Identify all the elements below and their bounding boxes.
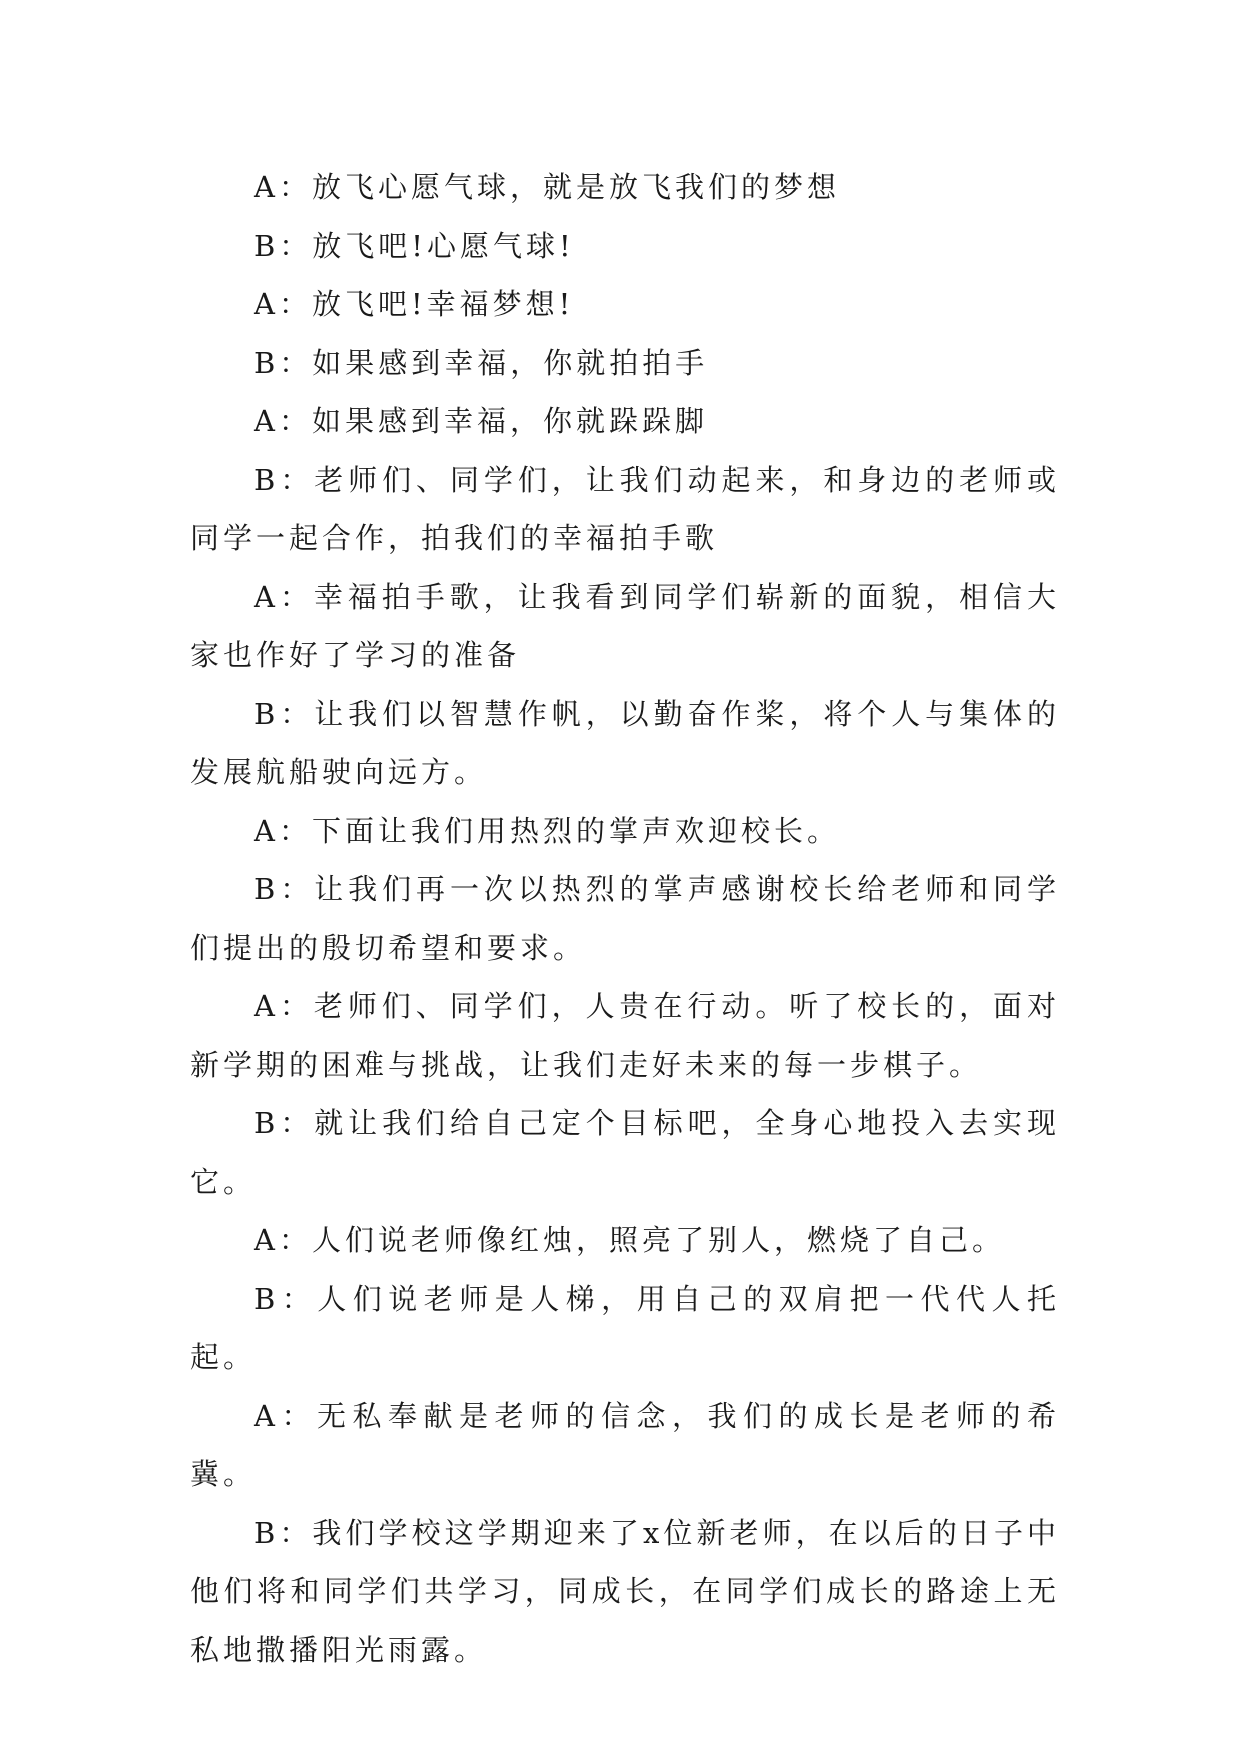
paragraph: B：就让我们给自己定个目标吧，全身心地投入去实现它。	[190, 1106, 1060, 1199]
paragraph: B：如果感到幸福，你就拍拍手	[254, 345, 709, 380]
paragraph: A：无私奉献是老师的信念，我们的成长是老师的希冀。	[190, 1398, 1060, 1491]
paragraph: A：放飞心愿气球，就是放飞我们的梦想	[254, 170, 840, 204]
paragraph: A：幸福拍手歌，让我看到同学们崭新的面貌，相信大家也作好了学习的准备	[190, 579, 1060, 672]
paragraph: A：如果感到幸福，你就跺跺脚	[254, 404, 708, 438]
paragraph: B：让我们以智慧作帆，以勤奋作桨，将个人与集体的发展航船驶向远方。	[190, 696, 1060, 789]
paragraph: B：让我们再一次以热烈的掌声感谢校长给老师和同学们提出的殷切希望和要求。	[190, 872, 1060, 965]
paragraph: B：我们学校这学期迎来了x位新老师，在以后的日子中他们将和同学们共学习，同成长，在同学们成长的路途上无私地撒播阳光雨露。	[190, 1515, 1060, 1667]
paragraph: A：老师们、同学们，人贵在行动。听了校长的，面对新学期的困难与挑战，让我们走好未来的每一步棋子。	[190, 989, 1060, 1082]
paragraph: A：放飞吧!幸福梦想!	[254, 287, 575, 321]
paragraph: B：人们说老师是人梯，用自己的双肩把一代代人托起。	[190, 1281, 1060, 1374]
paragraph: B：放飞吧!心愿气球!	[254, 228, 575, 263]
paragraph: B：老师们、同学们，让我们动起来，和身边的老师或同学一起合作，拍我们的幸福拍手歌	[190, 462, 1060, 555]
paragraph: A：下面让我们用热烈的掌声欢迎校长。	[254, 813, 840, 848]
document-body	[190, 158, 1060, 1679]
paragraph: A：人们说老师像红烛，照亮了别人，燃烧了自己。	[254, 1223, 1005, 1257]
